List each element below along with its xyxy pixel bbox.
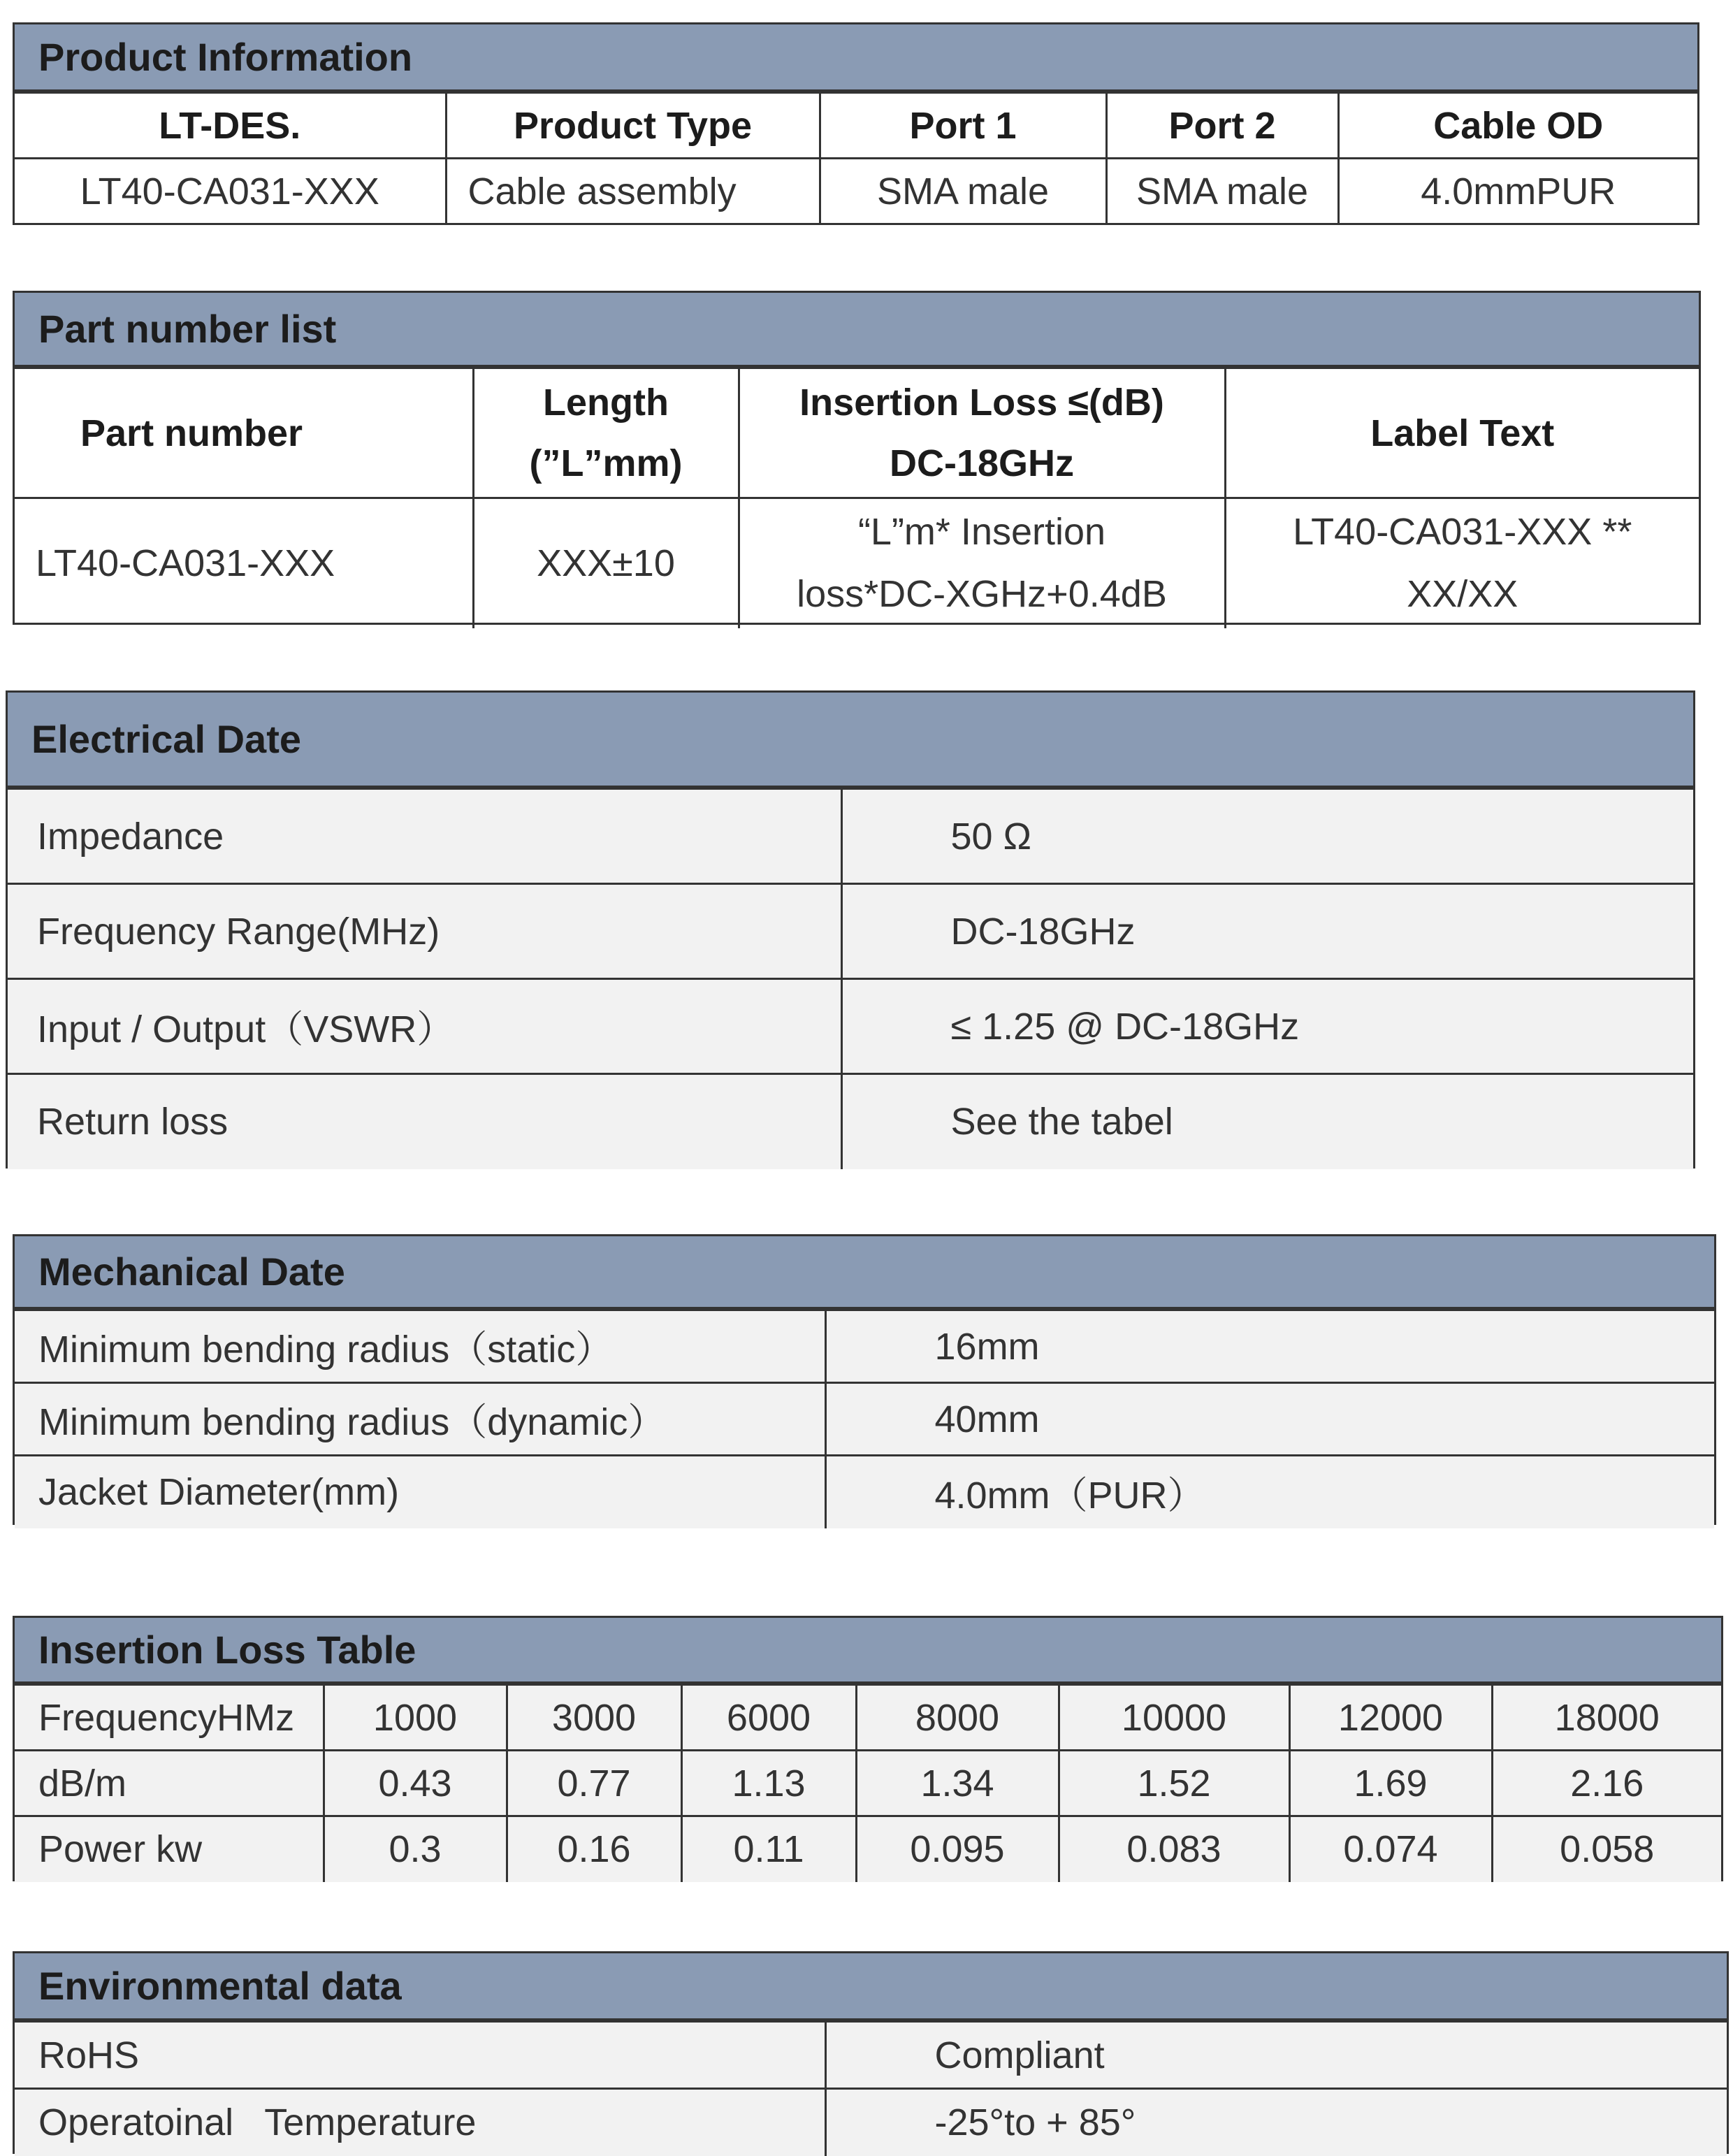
electrical-section [6,690,1695,1169]
il-row-label: FrequencyHMz [15,1685,324,1751]
header-length [473,368,739,498]
environmental-value-temperature: -25°to + 85° [825,2089,1727,2156]
header-product-type: Product Type [446,93,820,159]
electrical-value-vswr: ≤ 1.25 @ DC-18GHz [841,979,1693,1074]
il-cell: 12000 [1289,1685,1492,1751]
header-port-1: Port 1 [820,93,1106,159]
environmental-value-rohs: Compliant [825,2022,1727,2089]
part-number-list-title: Part number list [15,293,1699,367]
il-cell: 1.13 [681,1751,856,1816]
cell-cable-od: 4.0mmPUR [1338,159,1697,224]
il-row-db-per-m [15,1751,1721,1816]
cell-insertion-loss-line2: loss*DC-XGHz+0.4dB [797,573,1167,616]
environmental-title: Environmental data [15,1953,1727,2020]
mechanical-table [15,1309,1714,1528]
il-cell: 6000 [681,1685,856,1751]
electrical-label-frequency: Frequency Range(MHz) [8,884,841,979]
header-part-number: Part number [15,368,473,498]
mechanical-value-dynamic: 40mm [825,1383,1714,1456]
header-insertion-loss [739,368,1225,498]
il-cell: 0.11 [681,1816,856,1882]
cell-label-text-line1: LT40-CA031-XXX ** [1293,511,1632,554]
environmental-table [15,2020,1727,2156]
electrical-value-impedance: 50 Ω [841,789,1693,884]
mechanical-label-jacket: Jacket Diameter(mm) [15,1456,825,1528]
product-information-section [13,22,1699,225]
cell-product-type: Cable assembly [446,159,820,224]
il-cell: 1.69 [1289,1751,1492,1816]
il-cell: 0.074 [1289,1816,1492,1882]
electrical-label-return-loss: Return loss [8,1074,841,1169]
il-cell: 0.77 [507,1751,681,1816]
product-information-title: Product Information [15,24,1697,92]
header-lt-des: LT-DES. [15,93,446,159]
il-cell: 1000 [324,1685,507,1751]
mechanical-label-static: Minimum bending radius（static） [15,1310,825,1383]
il-cell: 0.083 [1059,1816,1289,1882]
product-information-table [15,92,1697,224]
cell-lt-des: LT40-CA031-XXX [15,159,446,224]
il-row-label: dB/m [15,1751,324,1816]
il-cell: 0.43 [324,1751,507,1816]
il-cell: 0.095 [856,1816,1059,1882]
mechanical-section [13,1234,1716,1525]
insertion-loss-section [13,1616,1723,1881]
insertion-loss-title: Insertion Loss Table [15,1618,1721,1684]
environmental-section [13,1951,1729,2154]
header-insertion-loss-line2: DC-18GHz [889,442,1075,484]
il-cell: 2.16 [1492,1751,1721,1816]
header-label-text: Label Text [1225,368,1699,498]
il-cell: 10000 [1059,1685,1289,1751]
electrical-title: Electrical Date [8,693,1693,788]
il-cell: 3000 [507,1685,681,1751]
il-cell: 1.34 [856,1751,1059,1816]
il-cell: 0.16 [507,1816,681,1882]
header-length-line2: (”L”mm) [529,442,683,484]
insertion-loss-table [15,1684,1721,1882]
il-row-frequency [15,1685,1721,1751]
electrical-table [8,788,1693,1169]
cell-insertion-loss-line1: “L”m* Insertion [857,511,1106,554]
cell-label-text-line2: XX/XX [1407,573,1518,616]
environmental-label-temperature: Operatoinal Temperature [15,2089,825,2156]
electrical-value-return-loss: See the tabel [841,1074,1693,1169]
cell-label-text [1225,498,1699,628]
cell-insertion-loss [739,498,1225,628]
part-number-list-section [13,291,1701,625]
header-port-2: Port 2 [1106,93,1338,159]
electrical-value-frequency: DC-18GHz [841,884,1693,979]
environmental-label-rohs: RoHS [15,2022,825,2089]
header-insertion-loss-line1: Insertion Loss ≤(dB) [799,382,1164,424]
part-number-table [15,367,1699,628]
cell-port-1: SMA male [820,159,1106,224]
il-row-power [15,1816,1721,1882]
electrical-label-vswr: Input / Output（VSWR） [8,979,841,1074]
il-cell: 18000 [1492,1685,1721,1751]
electrical-label-impedance: Impedance [8,789,841,884]
il-cell: 0.058 [1492,1816,1721,1882]
header-length-line1: Length [543,382,669,424]
il-row-label: Power kw [15,1816,324,1882]
mechanical-label-dynamic: Minimum bending radius（dynamic） [15,1383,825,1456]
mechanical-value-jacket: 4.0mm（PUR） [825,1456,1714,1528]
cell-length: XXX±10 [473,498,739,628]
cell-part-number: LT40-CA031-XXX [15,498,473,628]
il-cell: 0.3 [324,1816,507,1882]
mechanical-value-static: 16mm [825,1310,1714,1383]
il-cell: 1.52 [1059,1751,1289,1816]
cell-port-2: SMA male [1106,159,1338,224]
il-cell: 8000 [856,1685,1059,1751]
mechanical-title: Mechanical Date [15,1236,1714,1309]
header-cable-od: Cable OD [1338,93,1697,159]
